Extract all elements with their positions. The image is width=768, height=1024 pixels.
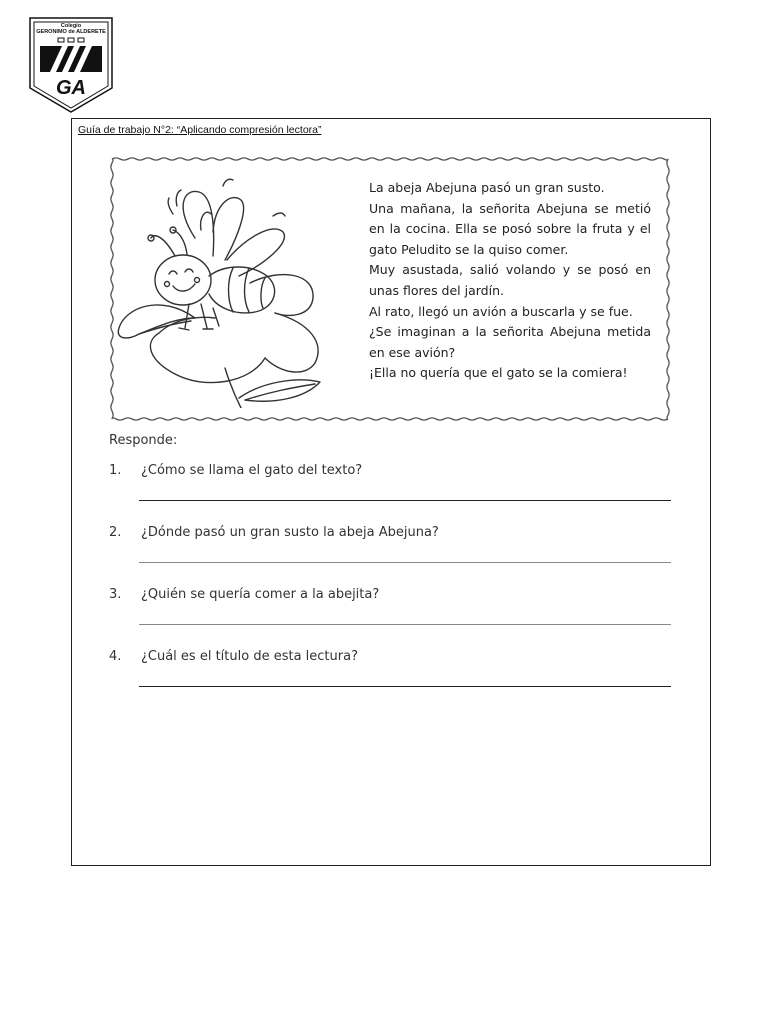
question-text: ¿Cuál es el título de esta lectura? [141,649,358,664]
question-4 [109,649,679,695]
question-number: 2. [109,525,122,540]
question-number: 1. [109,463,122,478]
story-line: La abeja Abejuna pasó un gran susto. [369,180,605,195]
question-text: ¿Dónde pasó un gran susto la abeja Abejuna? [141,525,439,540]
school-name: GERONIMO de ALDERETE [36,29,106,35]
respond-label: Responde: [109,433,178,448]
question-text: ¿Quién se quería comer a la abejita? [141,587,380,602]
answer-line[interactable] [139,624,671,625]
story-line: Al rato, llegó un avión a buscarla y se fue. [369,303,633,319]
bee-on-flower-illustration [115,168,355,408]
question-number: 4. [109,649,122,664]
question-2 [109,525,679,571]
question-1 [109,463,679,509]
story-line: Una mañana, la señorita Abejuna se metió [369,200,651,216]
story-box [109,156,671,422]
story-line: ¡Ella no quería que el gato se la comiera! [369,365,628,381]
school-logo [28,16,114,114]
answer-line[interactable] [139,500,671,501]
story-text [369,178,651,384]
story-line: unas flores del jardín. [369,282,504,298]
story-line: Muy asustada, salió volando y se posó en [369,262,651,278]
story-line: en la cocina. Ella se posó sobre la fruta y el [369,221,651,237]
answer-line[interactable] [139,686,671,687]
school-initials: GA [56,77,86,99]
answer-line[interactable] [139,562,671,563]
question-number: 3. [109,587,122,602]
question-3 [109,587,679,633]
story-line: ¿Se imaginan a la señorita Abejuna metida [369,324,651,340]
story-line: gato Peludito se la quiso comer. [369,241,569,257]
story-line: en ese avión? [369,344,456,360]
worksheet [71,118,711,866]
question-text: ¿Cómo se llama el gato del texto? [141,463,363,478]
guide-title: Guía de trabajo N°2: “Aplicando compresión lectora” [78,124,322,136]
school-label: Colegio [60,23,82,29]
